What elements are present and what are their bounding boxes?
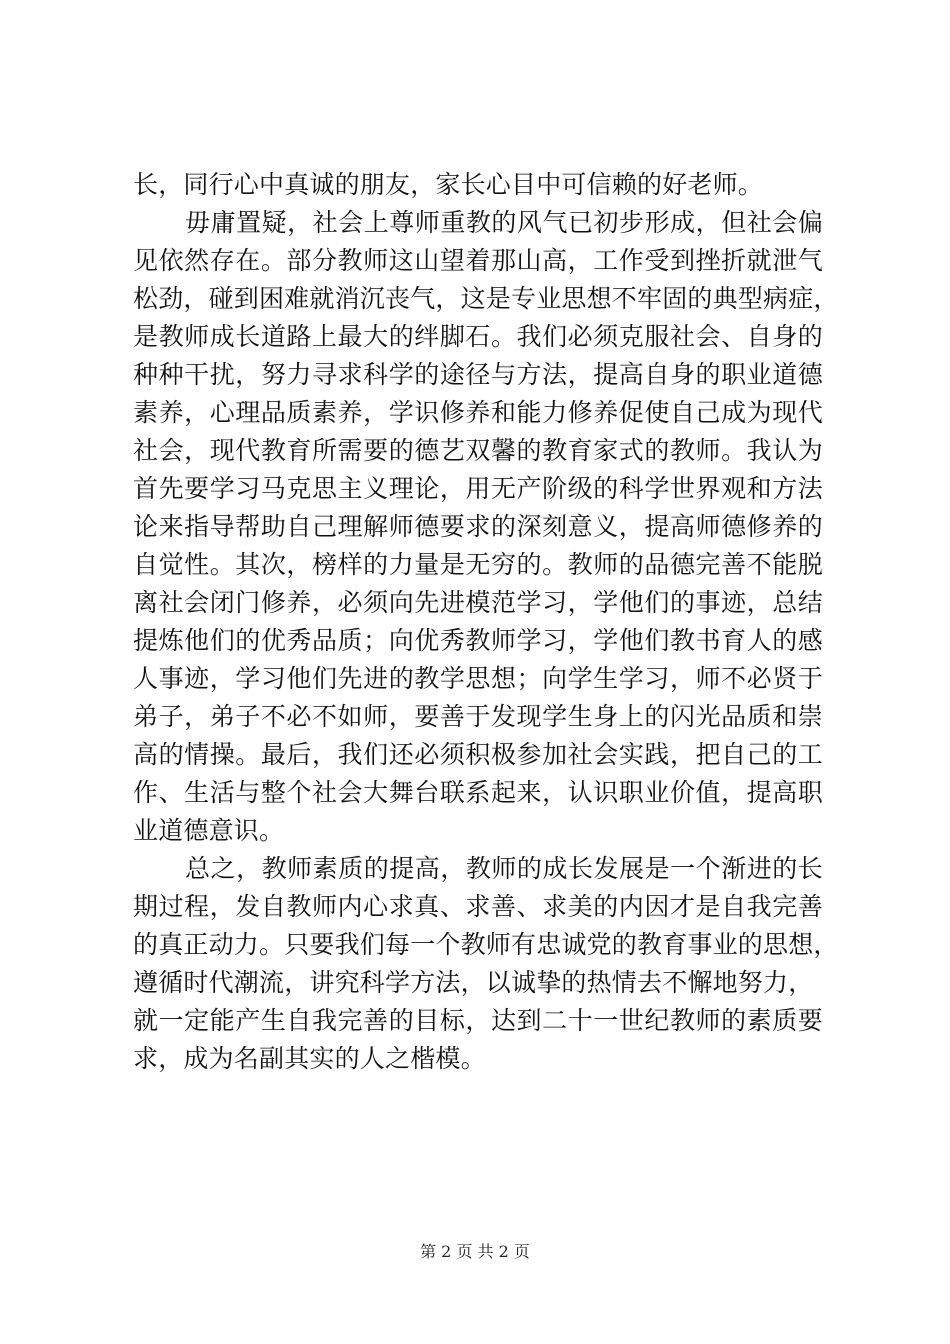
- text-line: 长，同行心中真诚的朋友，家长心目中可信赖的好老师。: [133, 170, 764, 199]
- text-line: 提炼他们的优秀品质；向优秀教师学习，学他们教书育人的感: [133, 626, 823, 655]
- page-number-footer: 第 2 页 共 2 页: [420, 1242, 530, 1261]
- text-line: 作、生活与整个社会大舞台联系起来，认识职业价值，提高职: [133, 778, 823, 807]
- text-line: 离社会闭门修养，必须向先进模范学习，学他们的事迹，总结: [133, 588, 823, 617]
- paragraph-start-line: 总之，教师素质的提高，教师的成长发展是一个渐进的长: [185, 854, 823, 883]
- text-line: 是教师成长道路上最大的绊脚石。我们必须克服社会、自身的: [133, 322, 823, 351]
- text-line: 遵循时代潮流，讲究科学方法，以诚挚的热情去不懈地努力，: [133, 968, 814, 997]
- text-line: 人事迹，学习他们先进的教学思想；向学生学习，师不必贤于: [133, 664, 823, 693]
- text-line: 就一定能产生自我完善的目标，达到二十一世纪教师的素质要: [133, 1006, 823, 1035]
- text-line: 见依然存在。部分教师这山望着那山高，工作受到挫折就泄气: [133, 246, 823, 275]
- paragraph-start-line: 毋庸置疑，社会上尊师重教的风气已初步形成，但社会偏: [185, 208, 823, 237]
- text-line: 首先要学习马克思主义理论，用无产阶级的科学世界观和方法: [133, 474, 823, 503]
- text-line: 弟子，弟子不必不如师，要善于发现学生身上的闪光品质和崇: [133, 702, 823, 731]
- text-line: 论来指导帮助自己理解师德要求的深刻意义，提高师德修养的: [133, 512, 823, 541]
- text-line: 社会，现代教育所需要的德艺双馨的教育家式的教师。我认为: [133, 436, 823, 465]
- paragraph-end-line: 求，成为名副其实的人之楷模。: [133, 1044, 486, 1073]
- document-body: [133, 166, 839, 1078]
- text-line: 自觉性。其次，榜样的力量是无穷的。教师的品德完善不能脱: [133, 550, 823, 579]
- text-line: 的真正动力。只要我们每一个教师有忠诚党的教育事业的思想，: [133, 930, 839, 959]
- paragraph-end-line: 业道德意识。: [133, 816, 285, 845]
- text-line: 种种干扰，努力寻求科学的途径与方法，提高自身的职业道德: [133, 360, 823, 389]
- text-line: 期过程，发自教师内心求真、求善、求美的内因才是自我完善: [133, 892, 823, 921]
- text-line: 松劲，碰到困难就消沉丧气，这是专业思想不牢固的典型病症，: [133, 284, 839, 313]
- text-line: 高的情操。最后，我们还必须积极参加社会实践，把自己的工: [133, 740, 823, 769]
- text-line: 素养，心理品质素养，学识修养和能力修养促使自己成为现代: [133, 398, 823, 427]
